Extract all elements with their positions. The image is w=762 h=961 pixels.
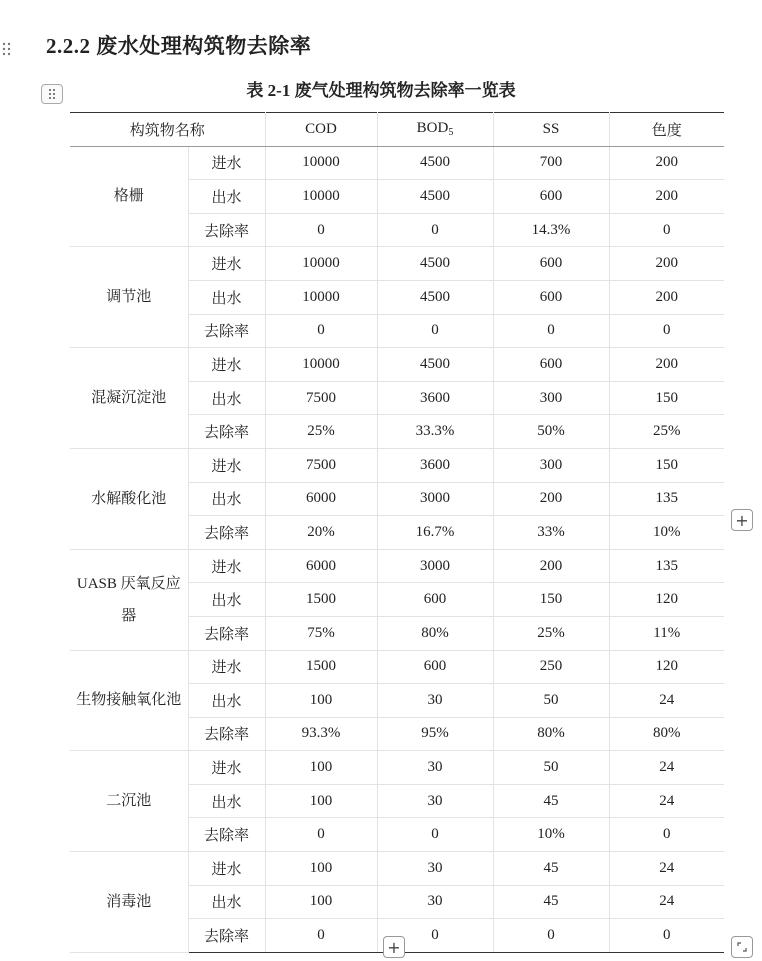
cod-cell[interactable]: 6000 bbox=[265, 482, 377, 516]
chroma-cell[interactable]: 10% bbox=[609, 516, 724, 550]
chroma-cell[interactable]: 200 bbox=[609, 348, 724, 382]
removal-rate-table bbox=[70, 112, 724, 953]
ss-cell[interactable]: 50% bbox=[493, 415, 609, 449]
ss-cell[interactable]: 45 bbox=[493, 885, 609, 919]
ss-cell[interactable]: 80% bbox=[493, 717, 609, 751]
row-type-cell[interactable]: 进水 bbox=[188, 549, 265, 583]
row-type-cell[interactable]: 去除率 bbox=[188, 616, 265, 650]
bod5-cell[interactable]: 30 bbox=[377, 885, 493, 919]
cod-cell[interactable]: 10000 bbox=[265, 146, 377, 180]
chroma-cell[interactable]: 80% bbox=[609, 717, 724, 751]
cod-cell[interactable]: 1500 bbox=[265, 650, 377, 684]
chroma-cell[interactable]: 24 bbox=[609, 852, 724, 886]
header-cod[interactable]: COD bbox=[265, 113, 377, 147]
drag-handle-icon[interactable] bbox=[2, 42, 12, 56]
cod-cell[interactable]: 0 bbox=[265, 919, 377, 953]
structure-name-cell[interactable]: 消毒池 bbox=[70, 852, 188, 953]
ss-cell[interactable]: 14.3% bbox=[493, 213, 609, 247]
bod5-cell[interactable]: 3000 bbox=[377, 482, 493, 516]
bod5-cell[interactable]: 80% bbox=[377, 616, 493, 650]
bod5-cell[interactable]: 30 bbox=[377, 684, 493, 718]
cod-cell[interactable]: 100 bbox=[265, 885, 377, 919]
structure-name-cell[interactable]: 格栅 bbox=[70, 146, 188, 247]
cod-cell[interactable]: 10000 bbox=[265, 247, 377, 281]
bod5-cell[interactable]: 30 bbox=[377, 751, 493, 785]
resize-icon bbox=[736, 941, 748, 953]
table-row bbox=[70, 348, 724, 382]
row-type-cell[interactable]: 进水 bbox=[188, 852, 265, 886]
row-type-cell[interactable]: 去除率 bbox=[188, 314, 265, 348]
row-type-cell[interactable]: 出水 bbox=[188, 784, 265, 818]
header-chroma[interactable]: 色度 bbox=[609, 113, 724, 147]
table-row bbox=[70, 751, 724, 785]
bod5-cell[interactable]: 16.7% bbox=[377, 516, 493, 550]
ss-cell[interactable]: 50 bbox=[493, 684, 609, 718]
bod5-cell[interactable]: 0 bbox=[377, 919, 493, 953]
bod5-cell[interactable]: 4500 bbox=[377, 348, 493, 382]
chroma-cell[interactable]: 0 bbox=[609, 919, 724, 953]
cod-cell[interactable]: 0 bbox=[265, 818, 377, 852]
ss-cell[interactable]: 700 bbox=[493, 146, 609, 180]
header-bod5[interactable]: $BOD_5$ bbox=[377, 113, 493, 147]
chroma-cell[interactable]: 200 bbox=[609, 280, 724, 314]
cod-cell[interactable]: 7500 bbox=[265, 381, 377, 415]
ss-cell[interactable]: 600 bbox=[493, 247, 609, 281]
chroma-cell[interactable]: 0 bbox=[609, 818, 724, 852]
ss-cell[interactable]: 0 bbox=[493, 919, 609, 953]
row-type-cell[interactable]: 出水 bbox=[188, 280, 265, 314]
bod5-cell[interactable]: 4500 bbox=[377, 180, 493, 214]
row-type-cell[interactable]: 进水 bbox=[188, 448, 265, 482]
cod-cell[interactable]: 0 bbox=[265, 213, 377, 247]
ss-cell[interactable]: 25% bbox=[493, 616, 609, 650]
chroma-cell[interactable]: 24 bbox=[609, 751, 724, 785]
section-heading: 2.2.2 废水处理构筑物去除率 bbox=[46, 34, 312, 58]
ss-cell[interactable]: 33% bbox=[493, 516, 609, 550]
row-type-cell[interactable]: 进水 bbox=[188, 348, 265, 382]
chroma-cell[interactable]: 11% bbox=[609, 616, 724, 650]
table-row bbox=[70, 549, 724, 583]
structure-name-cell[interactable]: 水解酸化池 bbox=[70, 448, 188, 549]
row-type-cell[interactable]: 出水 bbox=[188, 583, 265, 617]
row-type-cell[interactable]: 去除率 bbox=[188, 415, 265, 449]
chroma-cell[interactable]: 150 bbox=[609, 381, 724, 415]
bod5-cell[interactable]: 3600 bbox=[377, 381, 493, 415]
cod-cell[interactable]: 100 bbox=[265, 784, 377, 818]
ss-cell[interactable]: 600 bbox=[493, 348, 609, 382]
row-type-cell[interactable]: 进水 bbox=[188, 146, 265, 180]
bod5-cell[interactable]: 4500 bbox=[377, 146, 493, 180]
chroma-cell[interactable]: 150 bbox=[609, 448, 724, 482]
add-row-button[interactable]: + bbox=[383, 936, 405, 958]
ss-cell[interactable]: 300 bbox=[493, 448, 609, 482]
row-type-cell[interactable]: 去除率 bbox=[188, 919, 265, 953]
table-row bbox=[70, 146, 724, 180]
chroma-cell[interactable]: 200 bbox=[609, 180, 724, 214]
chroma-cell[interactable]: 25% bbox=[609, 415, 724, 449]
cod-cell[interactable]: 75% bbox=[265, 616, 377, 650]
ss-cell[interactable]: 600 bbox=[493, 280, 609, 314]
add-column-button[interactable]: + bbox=[731, 509, 753, 531]
bod5-cell[interactable]: 0 bbox=[377, 213, 493, 247]
ss-cell[interactable]: 300 bbox=[493, 381, 609, 415]
chroma-cell[interactable]: 135 bbox=[609, 549, 724, 583]
structure-name-cell[interactable]: 混凝沉淀池 bbox=[70, 348, 188, 449]
cod-cell[interactable]: 7500 bbox=[265, 448, 377, 482]
bod5-cell[interactable]: 3000 bbox=[377, 549, 493, 583]
bod5-cell[interactable]: 0 bbox=[377, 314, 493, 348]
ss-cell[interactable]: 50 bbox=[493, 751, 609, 785]
chroma-cell[interactable]: 120 bbox=[609, 583, 724, 617]
row-type-cell[interactable]: 出水 bbox=[188, 684, 265, 718]
row-type-cell[interactable]: 去除率 bbox=[188, 717, 265, 751]
table-row bbox=[70, 448, 724, 482]
cod-cell[interactable]: 20% bbox=[265, 516, 377, 550]
row-type-cell[interactable]: 出水 bbox=[188, 482, 265, 516]
row-type-cell[interactable]: 出水 bbox=[188, 180, 265, 214]
row-type-cell[interactable]: 进水 bbox=[188, 247, 265, 281]
ss-cell[interactable]: 150 bbox=[493, 583, 609, 617]
header-structure-name[interactable]: 构筑物名称 bbox=[70, 113, 265, 147]
structure-name-cell[interactable]: 二沉池 bbox=[70, 751, 188, 852]
cod-cell[interactable]: 0 bbox=[265, 314, 377, 348]
cod-cell[interactable]: 6000 bbox=[265, 549, 377, 583]
chroma-cell[interactable]: 24 bbox=[609, 684, 724, 718]
cod-cell[interactable]: 10000 bbox=[265, 348, 377, 382]
ss-cell[interactable]: 200 bbox=[493, 549, 609, 583]
structure-name-cell[interactable]: 生物接触氧化池 bbox=[70, 650, 188, 751]
row-type-cell[interactable]: 出水 bbox=[188, 885, 265, 919]
table-row bbox=[70, 650, 724, 684]
structure-name-cell[interactable]: UASB 厌氧反应器 bbox=[70, 549, 188, 650]
chroma-cell[interactable]: 24 bbox=[609, 885, 724, 919]
cod-cell[interactable]: 100 bbox=[265, 852, 377, 886]
ss-cell[interactable]: 45 bbox=[493, 784, 609, 818]
ss-cell[interactable]: 10% bbox=[493, 818, 609, 852]
ss-cell[interactable]: 200 bbox=[493, 482, 609, 516]
cod-cell[interactable]: 100 bbox=[265, 751, 377, 785]
ss-cell[interactable]: 250 bbox=[493, 650, 609, 684]
bod5-cell[interactable]: 95% bbox=[377, 717, 493, 751]
chroma-cell[interactable]: 135 bbox=[609, 482, 724, 516]
chroma-cell[interactable]: 120 bbox=[609, 650, 724, 684]
bod5-cell[interactable]: 33.3% bbox=[377, 415, 493, 449]
row-type-cell[interactable]: 去除率 bbox=[188, 818, 265, 852]
cod-cell[interactable]: 1500 bbox=[265, 583, 377, 617]
chroma-cell[interactable]: 0 bbox=[609, 213, 724, 247]
cod-cell[interactable]: 100 bbox=[265, 684, 377, 718]
bod5-cell[interactable]: 0 bbox=[377, 818, 493, 852]
row-type-cell[interactable]: 进水 bbox=[188, 751, 265, 785]
row-type-cell[interactable]: 出水 bbox=[188, 381, 265, 415]
bod5-cell[interactable]: 600 bbox=[377, 583, 493, 617]
ss-cell[interactable]: 600 bbox=[493, 180, 609, 214]
table-row bbox=[70, 247, 724, 281]
row-type-cell[interactable]: 去除率 bbox=[188, 516, 265, 550]
structure-name-cell[interactable]: 调节池 bbox=[70, 247, 188, 348]
ss-cell[interactable]: 0 bbox=[493, 314, 609, 348]
bod5-cell[interactable]: 4500 bbox=[377, 280, 493, 314]
ss-cell[interactable]: 45 bbox=[493, 852, 609, 886]
cod-cell[interactable]: 10000 bbox=[265, 180, 377, 214]
row-type-cell[interactable]: 进水 bbox=[188, 650, 265, 684]
header-ss[interactable]: SS bbox=[493, 113, 609, 147]
bod5-cell[interactable]: 4500 bbox=[377, 247, 493, 281]
chroma-cell[interactable]: 200 bbox=[609, 247, 724, 281]
table-caption: 表 2-1 废气处理构筑物去除率一览表 bbox=[246, 81, 516, 100]
cod-cell[interactable]: 10000 bbox=[265, 280, 377, 314]
bod5-cell[interactable]: 3600 bbox=[377, 448, 493, 482]
bod5-cell[interactable]: 30 bbox=[377, 852, 493, 886]
chroma-cell[interactable]: 200 bbox=[609, 146, 724, 180]
cod-cell[interactable]: 93.3% bbox=[265, 717, 377, 751]
cod-cell[interactable]: 25% bbox=[265, 415, 377, 449]
table-resize-button[interactable] bbox=[731, 936, 753, 958]
bod5-cell[interactable]: 600 bbox=[377, 650, 493, 684]
table-row bbox=[70, 852, 724, 886]
header-row bbox=[70, 113, 724, 147]
bod5-cell[interactable]: 30 bbox=[377, 784, 493, 818]
chroma-cell[interactable]: 24 bbox=[609, 784, 724, 818]
row-type-cell[interactable]: 去除率 bbox=[188, 213, 265, 247]
chroma-cell[interactable]: 0 bbox=[609, 314, 724, 348]
